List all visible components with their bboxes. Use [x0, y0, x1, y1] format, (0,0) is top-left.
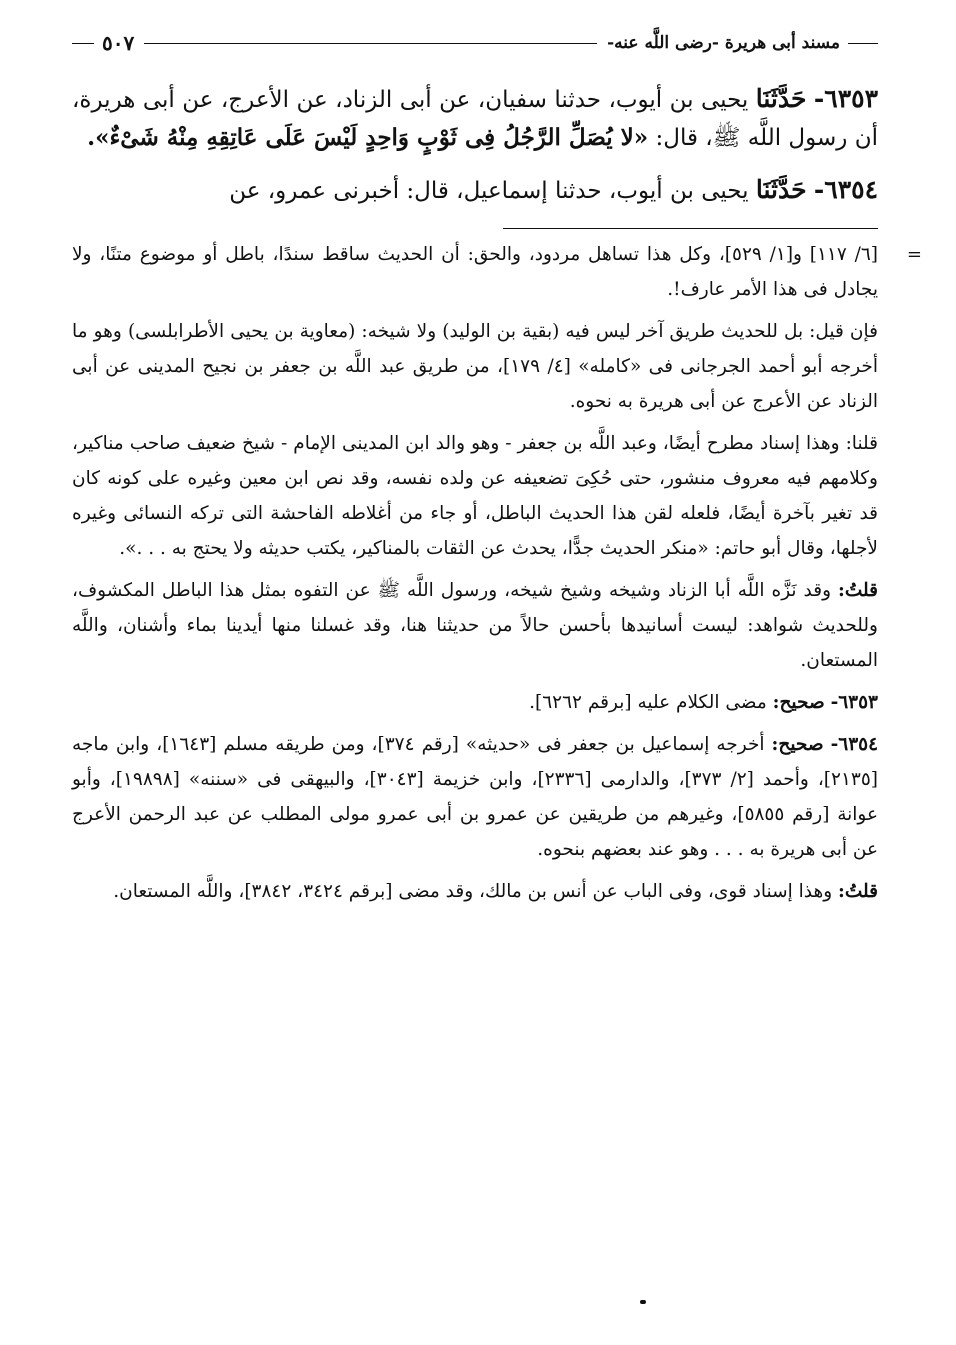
hadith-6353 — [72, 80, 878, 157]
page-speck — [640, 1300, 646, 1304]
footnotes — [72, 237, 922, 909]
hadith-isnad: يحيى بن أيوب، حدثنا إسماعيل، قال: أخبرنى عمرو، عن — [229, 178, 749, 204]
takhrij-6354 — [72, 727, 878, 867]
hadith-6354 — [72, 171, 878, 210]
footnote-separator — [503, 228, 878, 229]
hadith-opener: حَدَّثَنَا — [755, 84, 807, 113]
main-text — [72, 80, 878, 210]
hadith-matn: «لا يُصَلِّ الرَّجُلُ فِى ثَوْبٍ وَاحِدٍ لَيْسَ عَلَى عَاتِقِهِ مِنْهُ شَىْءٌ». — [87, 124, 649, 151]
running-title: مسند أبى هريرة -رضى اللَّه عنه- — [607, 33, 840, 53]
hadith-number: ٦٣٥٤- — [813, 175, 878, 204]
footnote-paragraph — [72, 426, 878, 566]
footnote-paragraph — [72, 237, 922, 307]
continuation-mark: = — [906, 244, 922, 265]
qultu-label: قلتُ: — [838, 881, 878, 902]
qultu-text: وقد نَزَّه اللَّه أبا الزناد وشيخه وشيخ شيخه، ورسول اللَّه ﷺ عن التفوه بمثل هذا الباطل المكشوف، وللحديث شواهد: ليست أسانيدها بأحسن حالاً من حديثنا هنا، وقد غسلنا منها أيدينا بماء وأشنان، واللَّه المستعان. — [72, 580, 878, 671]
book-page — [72, 26, 922, 916]
takhrij-number: ٦٣٥٣- — [830, 692, 878, 713]
takhrij-text: مضى الكلام عليه [برقم ٦٢٦٢]. — [529, 692, 767, 713]
qultu-text: وهذا إسناد قوى، وفى الباب عن أنس بن مالك، وقد مضى [برقم ٣٤٢٤، ٣٨٤٢]، واللَّه المستعان. — [113, 881, 833, 902]
takhrij-text: أخرجه إسماعيل بن جعفر فى «حديثه» [رقم ٣٧٤]، ومن طريقه مسلم [١٦٤٣]، وابن ماجه [٢١٣٥]، وأحمد [٢/ ٣٧٣]، والدارمى [٢٣٣٦]، وابن خزيمة [٣٠٤٣]، والبيهقى فى «سننه» [١٩٨٩٨]، وأبو عوانة [رقم ٥٨٥٥]، وغيرهم من طريقين عن عمرو بن أبى عمرو مولى المطلب عن عبد الرحمن الأعرج عن أبى هريرة به . . . وهو عند بعضهم بنحوه. — [72, 734, 878, 860]
hadith-number: ٦٣٥٣- — [813, 84, 879, 113]
takhrij-grade: صحيح: — [771, 734, 824, 755]
running-header — [72, 26, 878, 60]
header-lead-dash — [848, 43, 878, 44]
header-trail-dash — [72, 43, 94, 44]
footnote-text: قلنا: وهذا إسناد مطرح أيضًا، وعبد اللَّه بن جعفر - وهو والد ابن المدينى الإمام - شيخ ضعيف صاحب مناكير، وكلامهم فيه معروف منشور، حتى حُكِىَ تضعيفه عن ولده نفسه، وقد نص ابن معين وغيره على كونه كان قد تغير بآخرة أيضًا، فلعله لقن هذا الحديث الباطل، أو جاء من أغلاطه الفاحشة التى تركه النسائى وغيره لأجلها، وقال أبو حاتم: «منكر الحديث جدًّا، يحدث عن الثقات بالمناكير، يكتب حديثه ولا يحتج به . . .». — [72, 433, 878, 559]
qultu-paragraph — [72, 573, 878, 678]
footnote-text: فإن قيل: بل للحديث طريق آخر ليس فيه (بقية بن الوليد) ولا شيخه: (معاوية بن يحيى الأطرابلسى) وهو ما أخرجه أبو أحمد الجرجانى فى «كامله» [٤/ ١٧٩]، من طريق عبد اللَّه بن جعفر بن نجيح المدينى عن أبى الزناد عن الأعرج عن أبى هريرة به نحوه. — [72, 321, 878, 412]
takhrij-6353 — [72, 685, 878, 720]
header-rule — [144, 43, 597, 44]
page-number: ٥٠٧ — [102, 31, 135, 55]
takhrij-grade: صحيح: — [772, 692, 825, 713]
footnote-paragraph — [72, 314, 878, 419]
footnote-text: [٦/ ١١٧] و[١/ ٥٢٩]، وكل هذا تساهل مردود، والحق: أن الحديث ساقط سندًا، باطل أو موضوع متنًا، ولا يجادل فى هذا الأمر عارف!. — [72, 244, 878, 300]
hadith-isnad: يحيى بن أيوب، حدثنا سفيان، عن أبى الزناد، عن الأعرج، عن أبى هريرة، أن رسول اللَّه ﷺ، قال: — [72, 87, 878, 151]
takhrij-number: ٦٣٥٤- — [830, 734, 879, 755]
qultu-label: قلتُ: — [838, 580, 878, 601]
final-qultu-paragraph — [72, 874, 878, 909]
hadith-opener: حَدَّثَنَا — [755, 175, 807, 204]
